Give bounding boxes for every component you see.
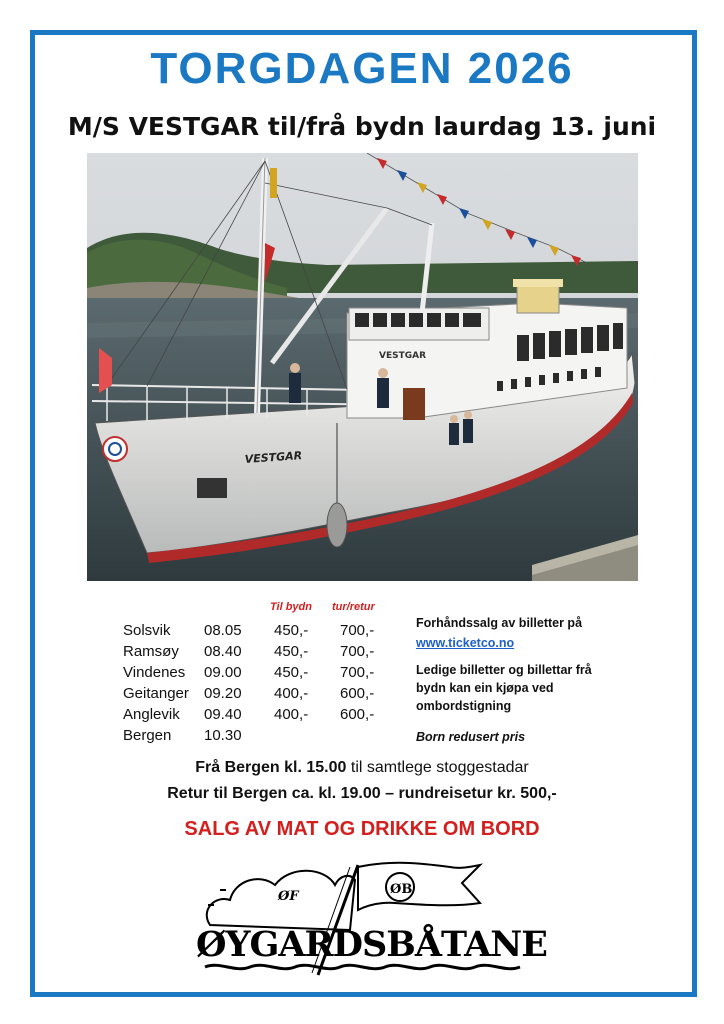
company-name: ØYGARDSBÅTANE — [196, 924, 547, 965]
emblem-left-text: ØF — [278, 889, 299, 904]
price-til-bydn: 450,- — [274, 622, 309, 639]
bow-name-label: VESTGAR — [244, 449, 303, 466]
stop-name: Solsvik — [123, 622, 171, 639]
return-line-1 — [0, 759, 724, 777]
price-tur-retur: 700,- — [340, 643, 375, 660]
ship-photo — [87, 153, 638, 581]
return-departure-bold: Frå Bergen kl. 15.00 — [195, 759, 347, 776]
stop-name: Vindenes — [123, 664, 186, 681]
bridge-name-label: VESTGAR — [379, 351, 427, 361]
departure-time: 09.00 — [204, 664, 242, 681]
price-til-bydn: 450,- — [274, 643, 309, 660]
return-departure-rest: til samtlege stoggestadar — [346, 759, 529, 776]
departure-time: 08.05 — [204, 622, 242, 639]
return-line-2: Retur til Bergen ca. kl. 19.00 – rundreisetur kr. 500,- — [167, 785, 557, 802]
price-til-bydn: 400,- — [274, 706, 309, 723]
departure-time: 09.40 — [204, 706, 242, 723]
poster-subtitle: M/S VESTGAR til/frå bydn laurdag 13. juni — [67, 112, 657, 141]
price-tur-retur: 700,- — [340, 622, 375, 639]
children-price-note: Born redusert pris — [416, 730, 526, 744]
poster-title: TORGDAGEN 2026 — [150, 44, 574, 93]
price-tur-retur: 600,- — [340, 685, 375, 702]
price-til-bydn: 450,- — [274, 664, 309, 681]
col-header-tur-retur: tur/retur — [332, 601, 375, 613]
price-tur-retur: 600,- — [340, 706, 375, 723]
price-til-bydn: 400,- — [274, 685, 309, 702]
emblem-right-text: ØB — [390, 882, 413, 897]
stop-name: Bergen — [123, 727, 172, 744]
departure-time: 10.30 — [204, 727, 242, 744]
stop-name: Ramsøy — [123, 643, 179, 660]
ticket-link[interactable]: www.ticketco.no — [416, 636, 515, 650]
onboard-info: Ledige billetter og billettar frå bydn kan ein kjøpa ved ombordstigning — [416, 663, 592, 713]
price-tur-retur: 700,- — [340, 664, 375, 681]
stop-name: Anglevik — [123, 706, 180, 723]
food-sales-banner: SALG AV MAT OG DRIKKE OM BORD — [184, 818, 540, 840]
col-header-til-bydn: Til bydn — [270, 601, 312, 613]
departure-time: 09.20 — [204, 685, 242, 702]
stop-name: Geitanger — [123, 685, 189, 702]
departure-time: 08.40 — [204, 643, 242, 660]
presale-text: Forhåndssalg av billetter på — [416, 616, 583, 630]
